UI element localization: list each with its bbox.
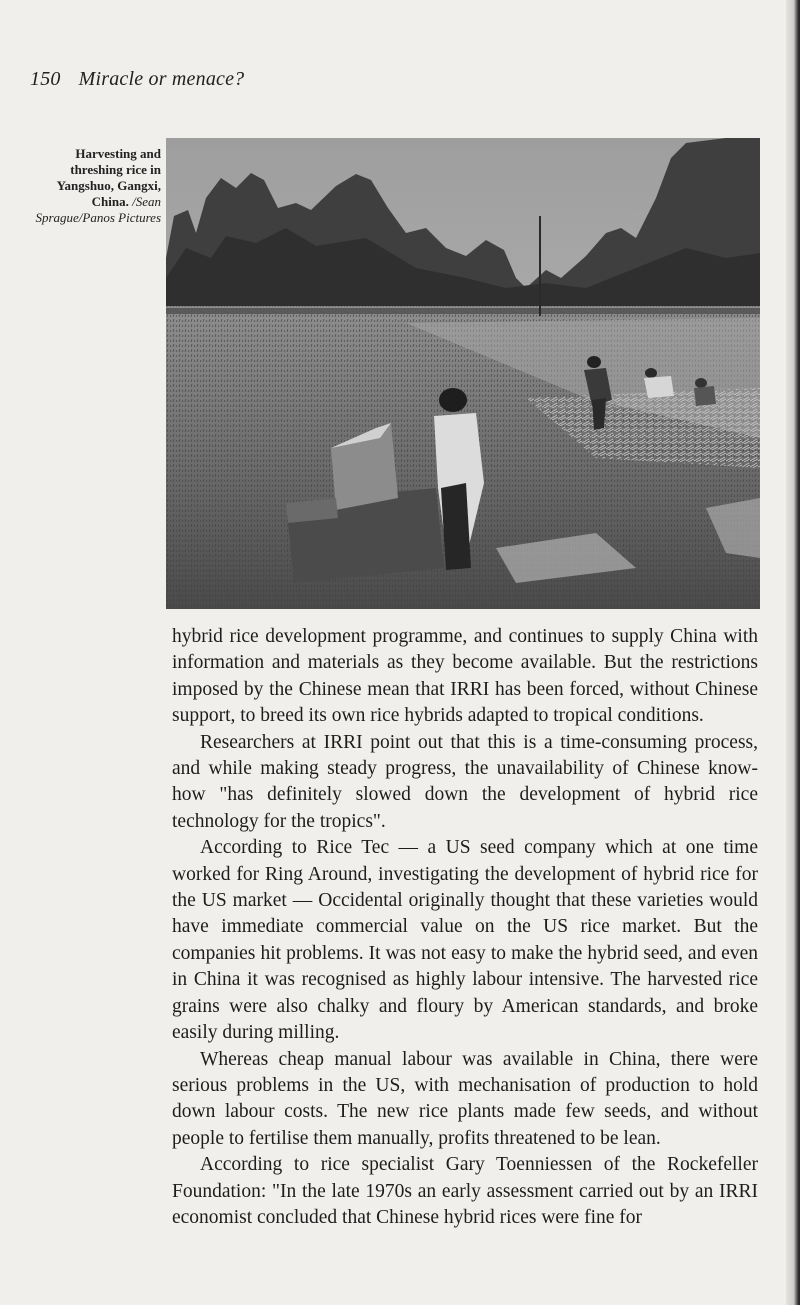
harvest-photo — [166, 138, 760, 609]
page-edge-shadow — [786, 0, 800, 1305]
photo-caption — [20, 146, 161, 226]
photo-image — [166, 138, 760, 609]
body-text — [172, 624, 758, 1231]
running-head — [30, 68, 244, 91]
paragraph: Researchers at IRRI point out that this is a time-consuming process, and while making steady progress, the unavailability of Chinese know-how "has definitely slowed down the development of hybrid rice technology for the tropics". — [172, 731, 758, 832]
paragraph: According to rice specialist Gary Toenniessen of the Rockefeller Foundation: "In the late 1970s an early assessment carried out by an IRRI economist concluded that Chinese hybrid rices were fine for — [172, 1154, 758, 1228]
book-title: Miracle or menace? — [78, 68, 245, 90]
page-number: 150 — [30, 68, 61, 90]
paragraph: Whereas cheap manual labour was available in China, there were serious problems in the US, with mechanisation of production to hold down labour costs. The new rice plants made few seeds, and without people to fertilise them manually, profits threatened to be lean. — [172, 1048, 758, 1149]
paragraph: hybrid rice development programme, and continues to supply China with information and materials as they become available. But the restrictions imposed by the Chinese mean that IRRI has been forced, without Chinese support, to breed its own rice hybrids adapted to tropical conditions. — [172, 626, 758, 727]
caption-credit: /Sean Sprague/Panos Pictures — [35, 194, 161, 225]
paragraph: According to Rice Tec — a US seed company which at one time worked for Ring Around, investigating the development of hybrid rice for the US market — Occidental originally thought that these varieties would have immediate commercial value on the US rice market. But the companies hit problems. It was not easy to make the hybrid seed, and even in China it was recognised as highly labour intensive. The harvested rice grains were also chalky and floury by American standards, and broke easily during milling. — [172, 837, 758, 1044]
caption-text: Harvesting and threshing rice in Yangshuo, Gangxi, China. — [56, 146, 161, 209]
